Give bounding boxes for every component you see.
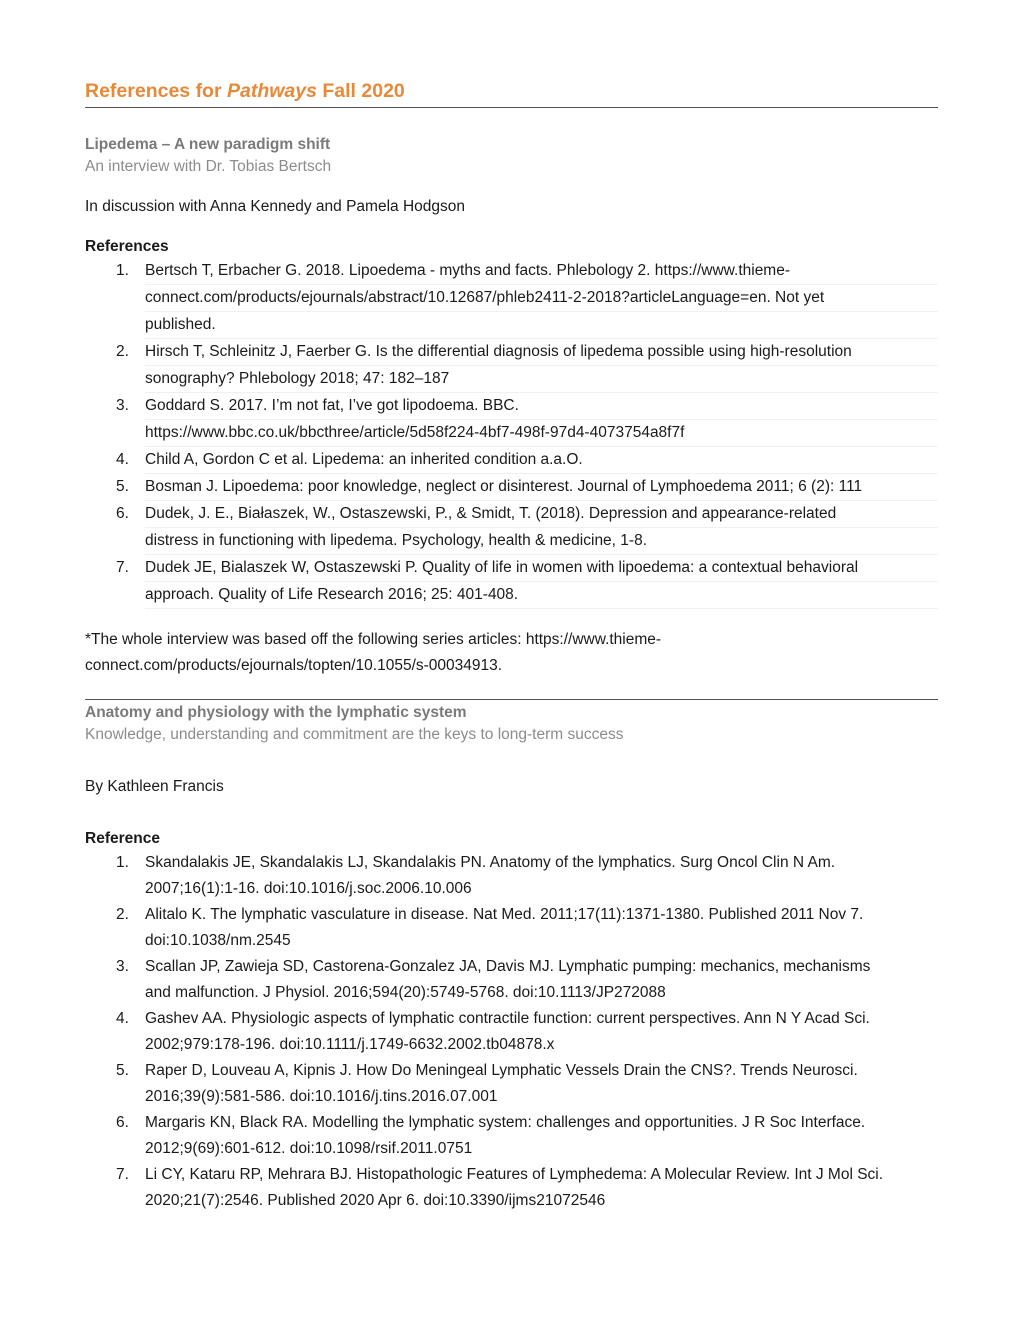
reference-text-line: Skandalakis JE, Skandalakis LJ, Skandalakis PN. Anatomy of the lymphatics. Surg Oncol Clin N Am. xyxy=(145,854,836,871)
section-byline: By Kathleen Francis xyxy=(85,778,224,795)
reference-text-line: 2002;979:178-196. doi:10.1111/j.1749-6632.2002.tb04878.x xyxy=(145,1036,555,1053)
reference-item xyxy=(85,393,938,447)
note-line: *The whole interview was based off the following series articles: https://www.thieme- xyxy=(85,631,662,648)
reference-number: 4. xyxy=(116,451,129,468)
reference-text-line: Goddard S. 2017. I’m not fat, I’ve got lipodoema. BBC. xyxy=(145,393,938,420)
reference-number: 3. xyxy=(116,958,129,975)
reference-number: 2. xyxy=(116,906,129,923)
reference-number: 3. xyxy=(116,397,129,414)
reference-number: 2. xyxy=(116,343,129,360)
reference-text-line: distress in functioning with lipedema. Psychology, health & medicine, 1-8. xyxy=(145,528,938,555)
reference-text-line: 2012;9(69):601-612. doi:10.1098/rsif.2011.0751 xyxy=(145,1140,473,1157)
reference-item xyxy=(85,447,938,474)
reference-item xyxy=(85,850,938,902)
reference-item xyxy=(85,954,938,1006)
references-heading: Reference xyxy=(85,830,160,847)
reference-text-line: Raper D, Louveau A, Kipnis J. How Do Meningeal Lymphatic Vessels Drain the CNS?. Trends Neurosci. xyxy=(145,1062,858,1079)
section-subtitle: Knowledge, understanding and commitment are the keys to long-term success xyxy=(85,726,624,743)
reference-number: 4. xyxy=(116,1010,129,1027)
reference-item xyxy=(85,1058,938,1110)
page-title xyxy=(85,78,938,108)
reference-number: 6. xyxy=(116,1114,129,1131)
reference-list xyxy=(85,258,938,609)
section-divider xyxy=(85,699,938,700)
reference-text-line: Child A, Gordon C et al. Lipedema: an inherited condition a.a.O. xyxy=(145,447,938,474)
reference-text-line: published. xyxy=(145,312,938,339)
reference-text-line: doi:10.1038/nm.2545 xyxy=(145,932,291,949)
reference-number: 5. xyxy=(116,478,129,495)
reference-text-line: Dudek JE, Bialaszek W, Ostaszewski P. Quality of life in women with lipoedema: a contextual behavioral xyxy=(145,555,938,582)
reference-text-line: and malfunction. J Physiol. 2016;594(20):5749-5768. doi:10.1113/JP272088 xyxy=(145,984,666,1001)
series-note xyxy=(85,627,938,679)
references-heading: References xyxy=(85,238,169,255)
reference-item xyxy=(85,501,938,555)
reference-text-line: 2007;16(1):1-16. doi:10.1016/j.soc.2006.10.006 xyxy=(145,880,472,897)
reference-text-line: Bosman J. Lipoedema: poor knowledge, neglect or disinterest. Journal of Lymphoedema 2011; 6 (2): 111 xyxy=(145,474,938,501)
reference-item xyxy=(85,902,938,954)
reference-number: 5. xyxy=(116,1062,129,1079)
section-title: Lipedema – A new paradigm shift xyxy=(85,136,331,153)
section-subtitle: An interview with Dr. Tobias Bertsch xyxy=(85,158,332,175)
reference-text-line: Hirsch T, Schleinitz J, Faerber G. Is the differential diagnosis of lipedema possible using high-resolution xyxy=(145,339,938,366)
title-italic: Pathways xyxy=(226,80,317,102)
reference-text-line: Dudek, J. E., Białaszek, W., Ostaszewski, P., & Smidt, T. (2018). Depression and appearance-related xyxy=(145,501,938,528)
reference-text-line: Li CY, Kataru RP, Mehrara BJ. Histopathologic Features of Lymphedema: A Molecular Review. Int J Mol Sci. xyxy=(145,1166,884,1183)
reference-text-line: Margaris KN, Black RA. Modelling the lymphatic system: challenges and opportunities. J R Soc Interface. xyxy=(145,1114,866,1131)
reference-text-line: https://www.bbc.co.uk/bbcthree/article/5d58f224-4bf7-498f-97d4-4073754a8f7f xyxy=(145,420,938,447)
reference-text-line: sonography? Phlebology 2018; 47: 182–187 xyxy=(145,366,938,393)
section-title: Anatomy and physiology with the lymphatic system xyxy=(85,704,467,721)
section-byline: In discussion with Anna Kennedy and Pamela Hodgson xyxy=(85,198,465,215)
reference-text-line: Gashev AA. Physiologic aspects of lymphatic contractile function: current perspectives. Ann N Y Acad Sci. xyxy=(145,1010,870,1027)
reference-number: 1. xyxy=(116,854,129,871)
reference-item xyxy=(85,555,938,609)
title-prefix: References for xyxy=(85,80,227,102)
reference-text-line: Alitalo K. The lymphatic vasculature in disease. Nat Med. 2011;17(11):1371-1380. Published 2011 Nov 7. xyxy=(145,906,864,923)
reference-item xyxy=(85,1006,938,1058)
reference-text-line: 2016;39(9):581-586. doi:10.1016/j.tins.2016.07.001 xyxy=(145,1088,498,1105)
reference-item xyxy=(85,1162,938,1214)
reference-item xyxy=(85,1110,938,1162)
reference-number: 6. xyxy=(116,505,129,522)
section-lipedema xyxy=(85,134,938,679)
reference-number: 7. xyxy=(116,1166,129,1183)
reference-number: 1. xyxy=(116,262,129,279)
reference-text-line: connect.com/products/ejournals/abstract/10.12687/phleb2411-2-2018?articleLanguage=en. Not yet xyxy=(145,285,938,312)
reference-list xyxy=(85,850,938,1214)
section-anatomy xyxy=(85,702,938,1214)
reference-text-line: Scallan JP, Zawieja SD, Castorena-Gonzalez JA, Davis MJ. Lymphatic pumping: mechanics, mechanisms xyxy=(145,958,871,975)
note-line: connect.com/products/ejournals/topten/10.1055/s-00034913. xyxy=(85,657,503,674)
reference-text-line: approach. Quality of Life Research 2016; 25: 401-408. xyxy=(145,582,938,609)
reference-item xyxy=(85,258,938,339)
reference-text-line: 2020;21(7):2546. Published 2020 Apr 6. doi:10.3390/ijms21072546 xyxy=(145,1192,606,1209)
reference-text-line: Bertsch T, Erbacher G. 2018. Lipoedema - myths and facts. Phlebology 2. https://www.thieme- xyxy=(145,258,938,285)
reference-item xyxy=(85,339,938,393)
title-suffix: Fall 2020 xyxy=(316,80,405,102)
reference-item xyxy=(85,474,938,501)
reference-number: 7. xyxy=(116,559,129,576)
